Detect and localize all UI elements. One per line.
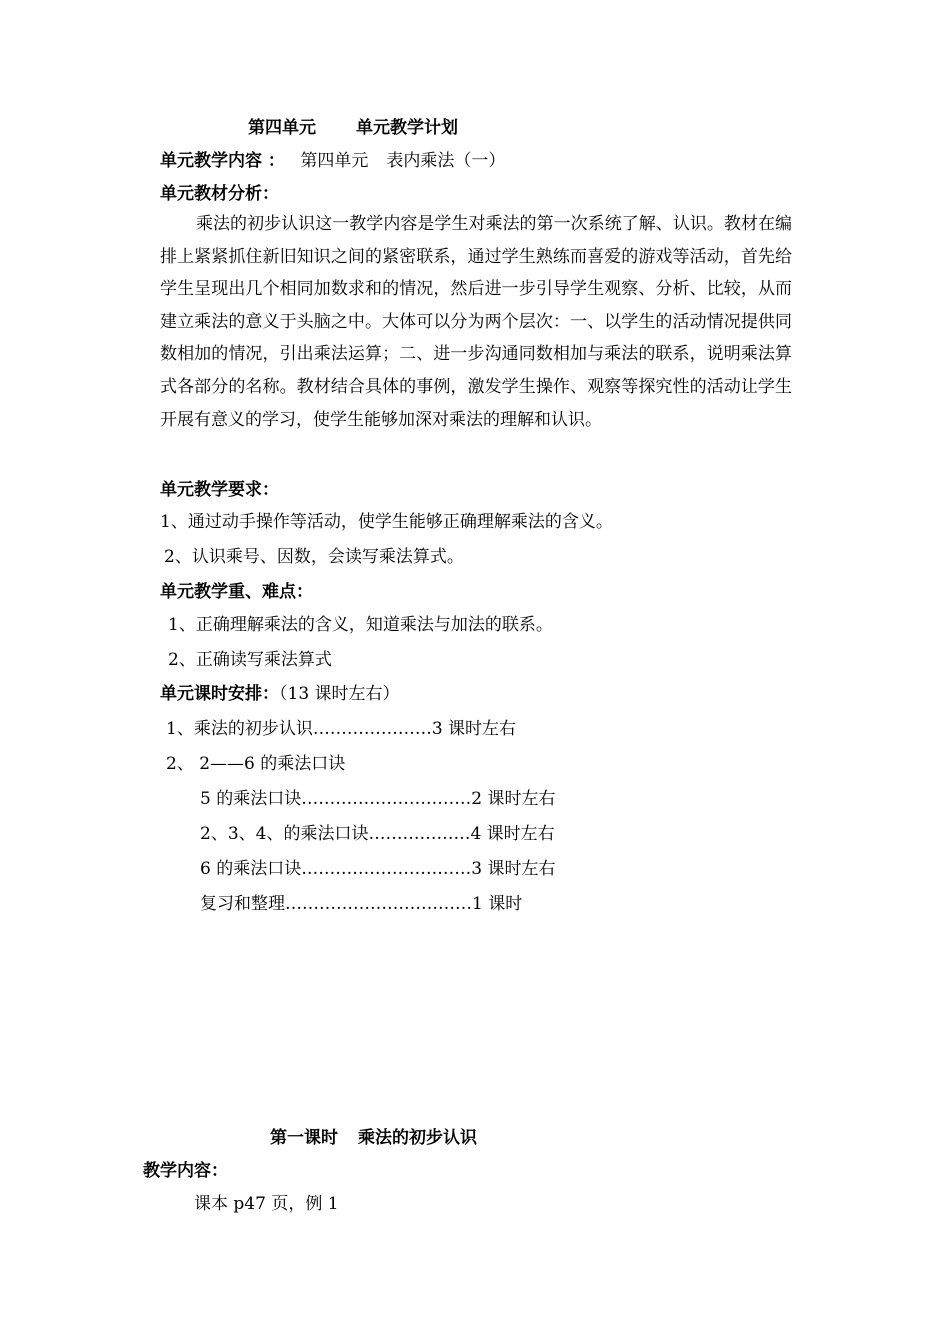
content-row [160, 149, 505, 173]
key-points-label: 单元教学重、难点： [160, 582, 313, 602]
schedule-item: 2、3、4、的乘法口诀………………4 课时左右 [200, 824, 555, 844]
unit-title [248, 116, 458, 140]
requirement-item: 2、认识乘号、因数，会读写乘法算式。 [164, 547, 464, 567]
schedule-item: 5 的乘法口诀…………………………2 课时左右 [200, 789, 556, 809]
schedule-item: 2、 2——6 的乘法口诀 [166, 754, 346, 774]
unit-title-plan: 单元教学计划 [356, 118, 458, 138]
schedule-row [160, 682, 400, 706]
requirement-item: 1、通过动手操作等活动，使学生能够正确理解乘法的含义。 [160, 512, 613, 532]
analysis-label: 单元教材分析： [160, 184, 279, 204]
schedule-total: （13 课时左右） [279, 684, 400, 704]
key-point-item: 1、正确理解乘法的含义，知道乘法与加法的联系。 [168, 615, 553, 635]
schedule-item: 6 的乘法口诀…………………………3 课时左右 [200, 859, 556, 879]
analysis-paragraph: 乘法的初步认识这一教学内容是学生对乘法的第一次系统了解、认识。教材在编排上紧紧抓住新旧知识之间的紧密联系，通过学生熟练而喜爱的游戏等活动，首先给学生呈现出几个相同加数求和的情况，然后进一步引导学生观察、分析、比较，从而建立乘法的意义于头脑之中。大体可以分为两个层次：一、以学生的活动情况提供同数相加的情况，引出乘法运算；二、进一步沟通同数相加与乘法的联系，说明乘法算式各部分的名称。教材结合具体的事例，激发学生操作、观察等探究性的活动让学生开展有意义的学习，使学生能够加深对乘法的理解和认识。 [160, 214, 792, 430]
requirements-label: 单元教学要求： [160, 480, 279, 500]
unit-title-unit: 第四单元 [248, 118, 316, 138]
lesson-title-b: 乘法的初步认识 [358, 1128, 477, 1148]
lesson-title-a: 第一课时 [270, 1128, 338, 1148]
lesson-content-value: 课本 p47 页，例 1 [194, 1194, 339, 1214]
lesson-content-label: 教学内容： [143, 1161, 228, 1181]
content-label: 单元教学内容 ： [160, 151, 285, 171]
content-value-unit: 第四单元 [300, 151, 369, 171]
content-value-topic: 表内乘法（一） [386, 151, 506, 171]
schedule-label: 单元课时安排： [160, 684, 279, 704]
schedule-item: 1、乘法的初步认识…………………3 课时左右 [166, 719, 517, 739]
key-point-item: 2、正确读写乘法算式 [168, 650, 332, 670]
lesson-title [270, 1126, 477, 1150]
schedule-item: 复习和整理……………………………1 课时 [200, 894, 523, 914]
